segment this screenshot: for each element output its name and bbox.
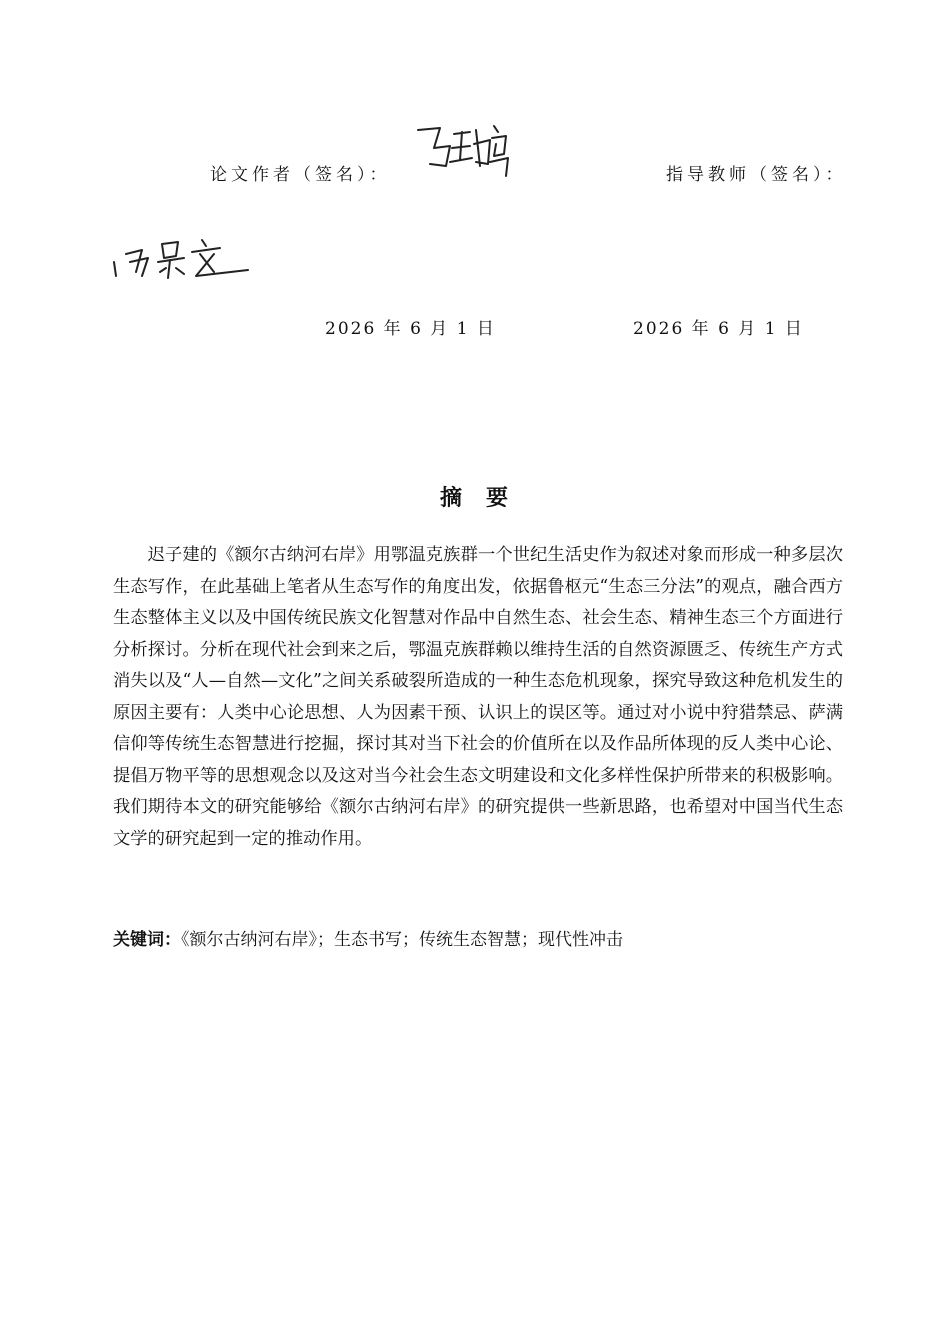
abstract-body: 迟子建的《额尔古纳河右岸》用鄂温克族群一个世纪生活史作为叙述对象而形成一种多层次生态写作，在此基础上笔者从生态写作的角度出发，依据鲁枢元“生态三分法”的观点，融合西方生态整体主义以及中国传统民族文化智慧对作品中自然生态、社会生态、精神生态三个方面进行分析探讨。分析在现代社会到来之后，鄂温克族群赖以维持生活的自然资源匮乏、传统生产方式消失以及“人—自然—文化”之间关系破裂所造成的一种生态危机现象，探究导致这种危机发生的原因主要有：人类中心论思想、人为因素干预、认识上的误区等。通过对小说中狩猎禁忌、萨满信仰等传统生态智慧进行挖掘，探讨其对当下社会的价值所在以及作品所体现的反人类中心论、提倡万物平等的思想观念以及这对当今社会生态文明建设和文化多样性保护所带来的积极影响。我们期待本文的研究能够给《额尔古纳河右岸》的研究提供一些新思路，也希望对中国当代生态文学的研究起到一定的推动作用。 xyxy=(113,545,843,849)
author-handwritten-signature xyxy=(410,118,515,180)
advisor-handwritten-signature xyxy=(108,232,258,282)
advisor-date: 2026 年 6 月 1 日 xyxy=(633,319,804,339)
author-signature-label: 论文作者（签名）： xyxy=(210,165,391,185)
advisor-signature-label: 指导教师（签名）： xyxy=(666,165,847,185)
author-date: 2026 年 6 月 1 日 xyxy=(325,319,496,339)
keywords-value: 《额尔古纳河右岸》；生态书写；传统生态智慧；现代性冲击 xyxy=(181,930,623,950)
abstract-title: 摘要 xyxy=(440,486,533,511)
keywords-line xyxy=(113,925,623,950)
keywords-label: 关键词： xyxy=(113,930,181,950)
